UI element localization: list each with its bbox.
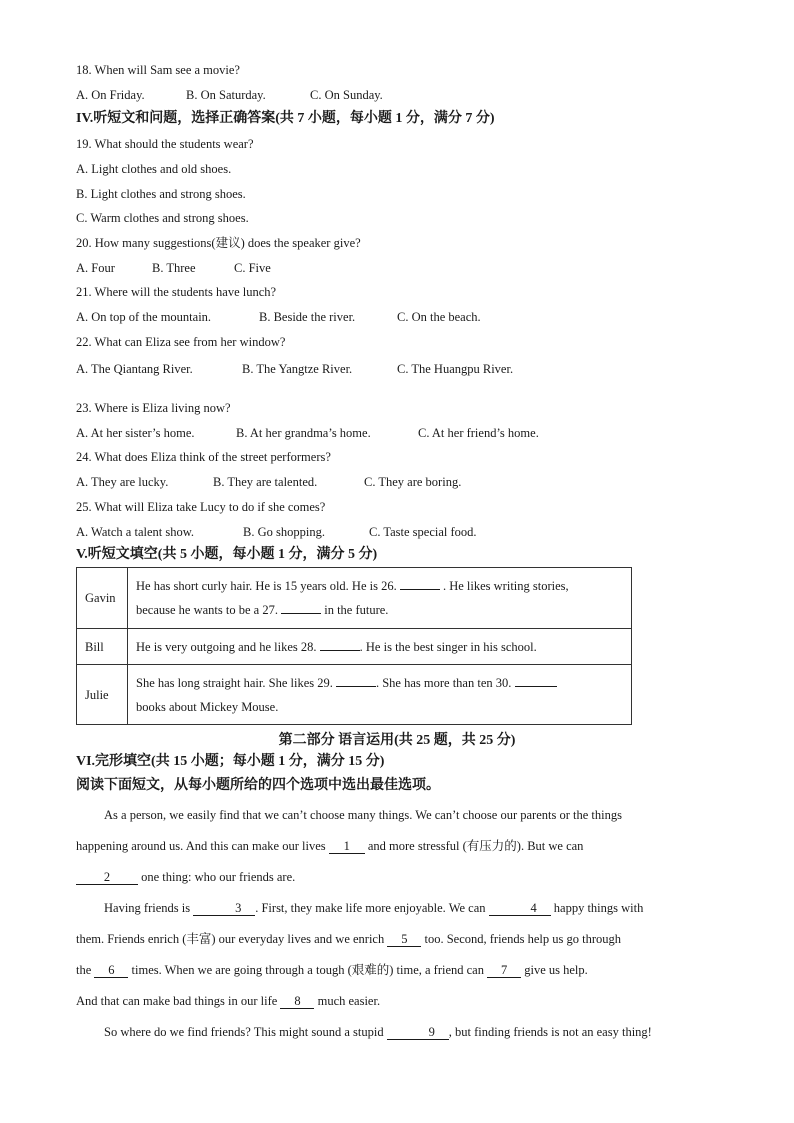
cell-name-gavin: Gavin — [77, 568, 128, 629]
passage-line-8 — [76, 1017, 716, 1048]
passage-line-3 — [76, 862, 716, 893]
speaker-info-table — [76, 567, 632, 725]
cell-desc-bill — [128, 629, 632, 665]
options-21 — [76, 309, 481, 325]
option-21b: B. Beside the river. — [259, 310, 356, 324]
blank-27[interactable] — [281, 613, 321, 614]
passage-text: too. Second, friends help us go through — [424, 932, 621, 946]
question-22: 22. What can Eliza see from her window? — [76, 335, 286, 349]
passage-text: happy things with — [553, 901, 644, 915]
passage-text: give us help. — [524, 963, 588, 977]
option-23a: A. At her sister’s home. — [76, 426, 195, 440]
julie-text-2: . She has more than ten 30. — [375, 675, 512, 690]
passage-text: Having friends is — [104, 901, 191, 915]
blank-29[interactable] — [336, 686, 376, 687]
options-18 — [76, 87, 383, 103]
table-row-julie — [77, 665, 632, 725]
option-25a: A. Watch a talent show. — [76, 525, 195, 539]
blank-4[interactable]: 4 — [489, 901, 551, 916]
blank-9[interactable]: 9 — [387, 1025, 449, 1040]
option-25c: C. Taste special food. — [369, 525, 477, 539]
bill-text-2: . He is the best singer in his school. — [359, 639, 537, 654]
cell-desc-gavin — [128, 568, 632, 629]
option-23b: B. At her grandma’s home. — [236, 426, 371, 440]
option-18a: A. On Friday. — [76, 88, 145, 102]
section-6-title: VI.完形填空(共 15 小题；每小题 1 分，满分 15 分) — [76, 754, 385, 769]
question-18: 18. When will Sam see a movie? — [76, 63, 240, 77]
blank-8[interactable]: 8 — [280, 994, 314, 1009]
blank-28[interactable] — [320, 650, 360, 651]
passage-text: happening around us. And this can make our lives — [76, 839, 326, 853]
question-19: 19. What should the students wear? — [76, 137, 254, 151]
blank-30[interactable] — [515, 686, 557, 687]
section-5-title: V.听短文填空(共 5 小题，每小题 1 分，满分 5 分) — [76, 547, 378, 562]
option-24c: C. They are boring. — [364, 475, 462, 489]
passage-line-6 — [76, 955, 716, 986]
option-20a: A. Four — [76, 261, 115, 275]
passage-text: , but finding friends is not an easy thing! — [448, 1025, 652, 1039]
section-6-instruction: 阅读下面短文，从每小题所给的四个选项中选出最佳选项。 — [76, 778, 440, 793]
option-21a: A. On top of the mountain. — [76, 310, 212, 324]
options-23 — [76, 425, 539, 441]
part-2-title: 第二部分 语言运用(共 25 题，共 25 分) — [278, 733, 516, 748]
question-24: 24. What does Eliza think of the street performers? — [76, 450, 331, 464]
question-21: 21. Where will the students have lunch? — [76, 285, 277, 299]
option-22b: B. The Yangtze River. — [242, 362, 353, 376]
passage-line-4 — [76, 893, 716, 924]
option-19b: B. Light clothes and strong shoes. — [76, 187, 246, 201]
option-18b: B. On Saturday. — [186, 88, 266, 102]
blank-26[interactable] — [400, 589, 440, 590]
blank-1[interactable]: 1 — [329, 839, 365, 854]
option-24b: B. They are talented. — [213, 475, 318, 489]
passage-line-5 — [76, 924, 716, 955]
passage-text: and more stressful (有压力的). But we can — [367, 839, 584, 853]
option-23c: C. At her friend’s home. — [418, 426, 539, 440]
cloze-passage — [76, 800, 716, 1048]
options-20 — [76, 260, 271, 276]
option-19c: C. Warm clothes and strong shoes. — [76, 211, 249, 225]
option-24a: A. They are lucky. — [76, 475, 169, 489]
passage-line-1 — [76, 800, 716, 831]
cell-name-bill: Bill — [77, 629, 128, 665]
blank-3[interactable]: 3 — [193, 901, 255, 916]
options-22 — [76, 361, 513, 377]
blank-5[interactable]: 5 — [387, 932, 421, 947]
passage-text: times. When we are going through a tough (艰难的) time, a friend can — [131, 963, 484, 977]
option-18c: C. On Sunday. — [310, 88, 383, 102]
option-22c: C. The Huangpu River. — [397, 362, 514, 376]
passage-line-2 — [76, 831, 716, 862]
passage-text: one thing: who our friends are. — [141, 870, 296, 884]
julie-text-3: books about Mickey Mouse. — [136, 699, 279, 714]
passage-text: As a person, we easily find that we can’t choose many things. We can’t choose our parents or the things — [104, 808, 622, 822]
gavin-text-4: in the future. — [324, 603, 389, 617]
passage-text: the — [76, 963, 92, 977]
julie-text-1: She has long straight hair. She likes 29. — [136, 675, 333, 690]
option-22a: A. The Qiantang River. — [76, 362, 193, 376]
option-25b: B. Go shopping. — [243, 525, 325, 539]
gavin-text-3: because he wants to be a 27. — [136, 603, 278, 617]
blank-6[interactable]: 6 — [94, 963, 128, 978]
passage-line-7 — [76, 986, 716, 1017]
passage-text: them. Friends enrich (丰富) our everyday lives and we enrich — [76, 932, 385, 946]
blank-7[interactable]: 7 — [487, 963, 521, 978]
bill-text-1: He is very outgoing and he likes 28. — [136, 639, 317, 654]
option-19a: A. Light clothes and old shoes. — [76, 162, 232, 176]
options-25 — [76, 524, 477, 540]
table-row-bill — [77, 629, 632, 665]
options-24 — [76, 474, 461, 490]
question-25: 25. What will Eliza take Lucy to do if she comes? — [76, 500, 326, 514]
option-20c: C. Five — [234, 261, 271, 275]
gavin-text-1: He has short curly hair. He is 15 years old. He is 26. — [136, 579, 397, 593]
question-20: 20. How many suggestions(建议) does the speaker give? — [76, 236, 361, 250]
cell-name-julie: Julie — [77, 665, 128, 725]
table-row-gavin — [77, 568, 632, 629]
section-4-title: IV.听短文和问题，选择正确答案(共 7 小题，每小题 1 分，满分 7 分) — [76, 111, 495, 126]
cell-desc-julie — [128, 665, 632, 725]
passage-text: So where do we find friends? This might sound a stupid — [104, 1025, 384, 1039]
option-21c: C. On the beach. — [397, 310, 481, 324]
option-20b: B. Three — [152, 261, 196, 275]
passage-text: . First, they make life more enjoyable. We can — [255, 901, 486, 915]
blank-2[interactable]: 2 — [76, 870, 138, 885]
passage-text: And that can make bad things in our life — [76, 994, 278, 1008]
question-23: 23. Where is Eliza living now? — [76, 401, 231, 415]
gavin-text-2: . He likes writing stories, — [442, 579, 569, 593]
passage-text: much easier. — [317, 994, 381, 1008]
